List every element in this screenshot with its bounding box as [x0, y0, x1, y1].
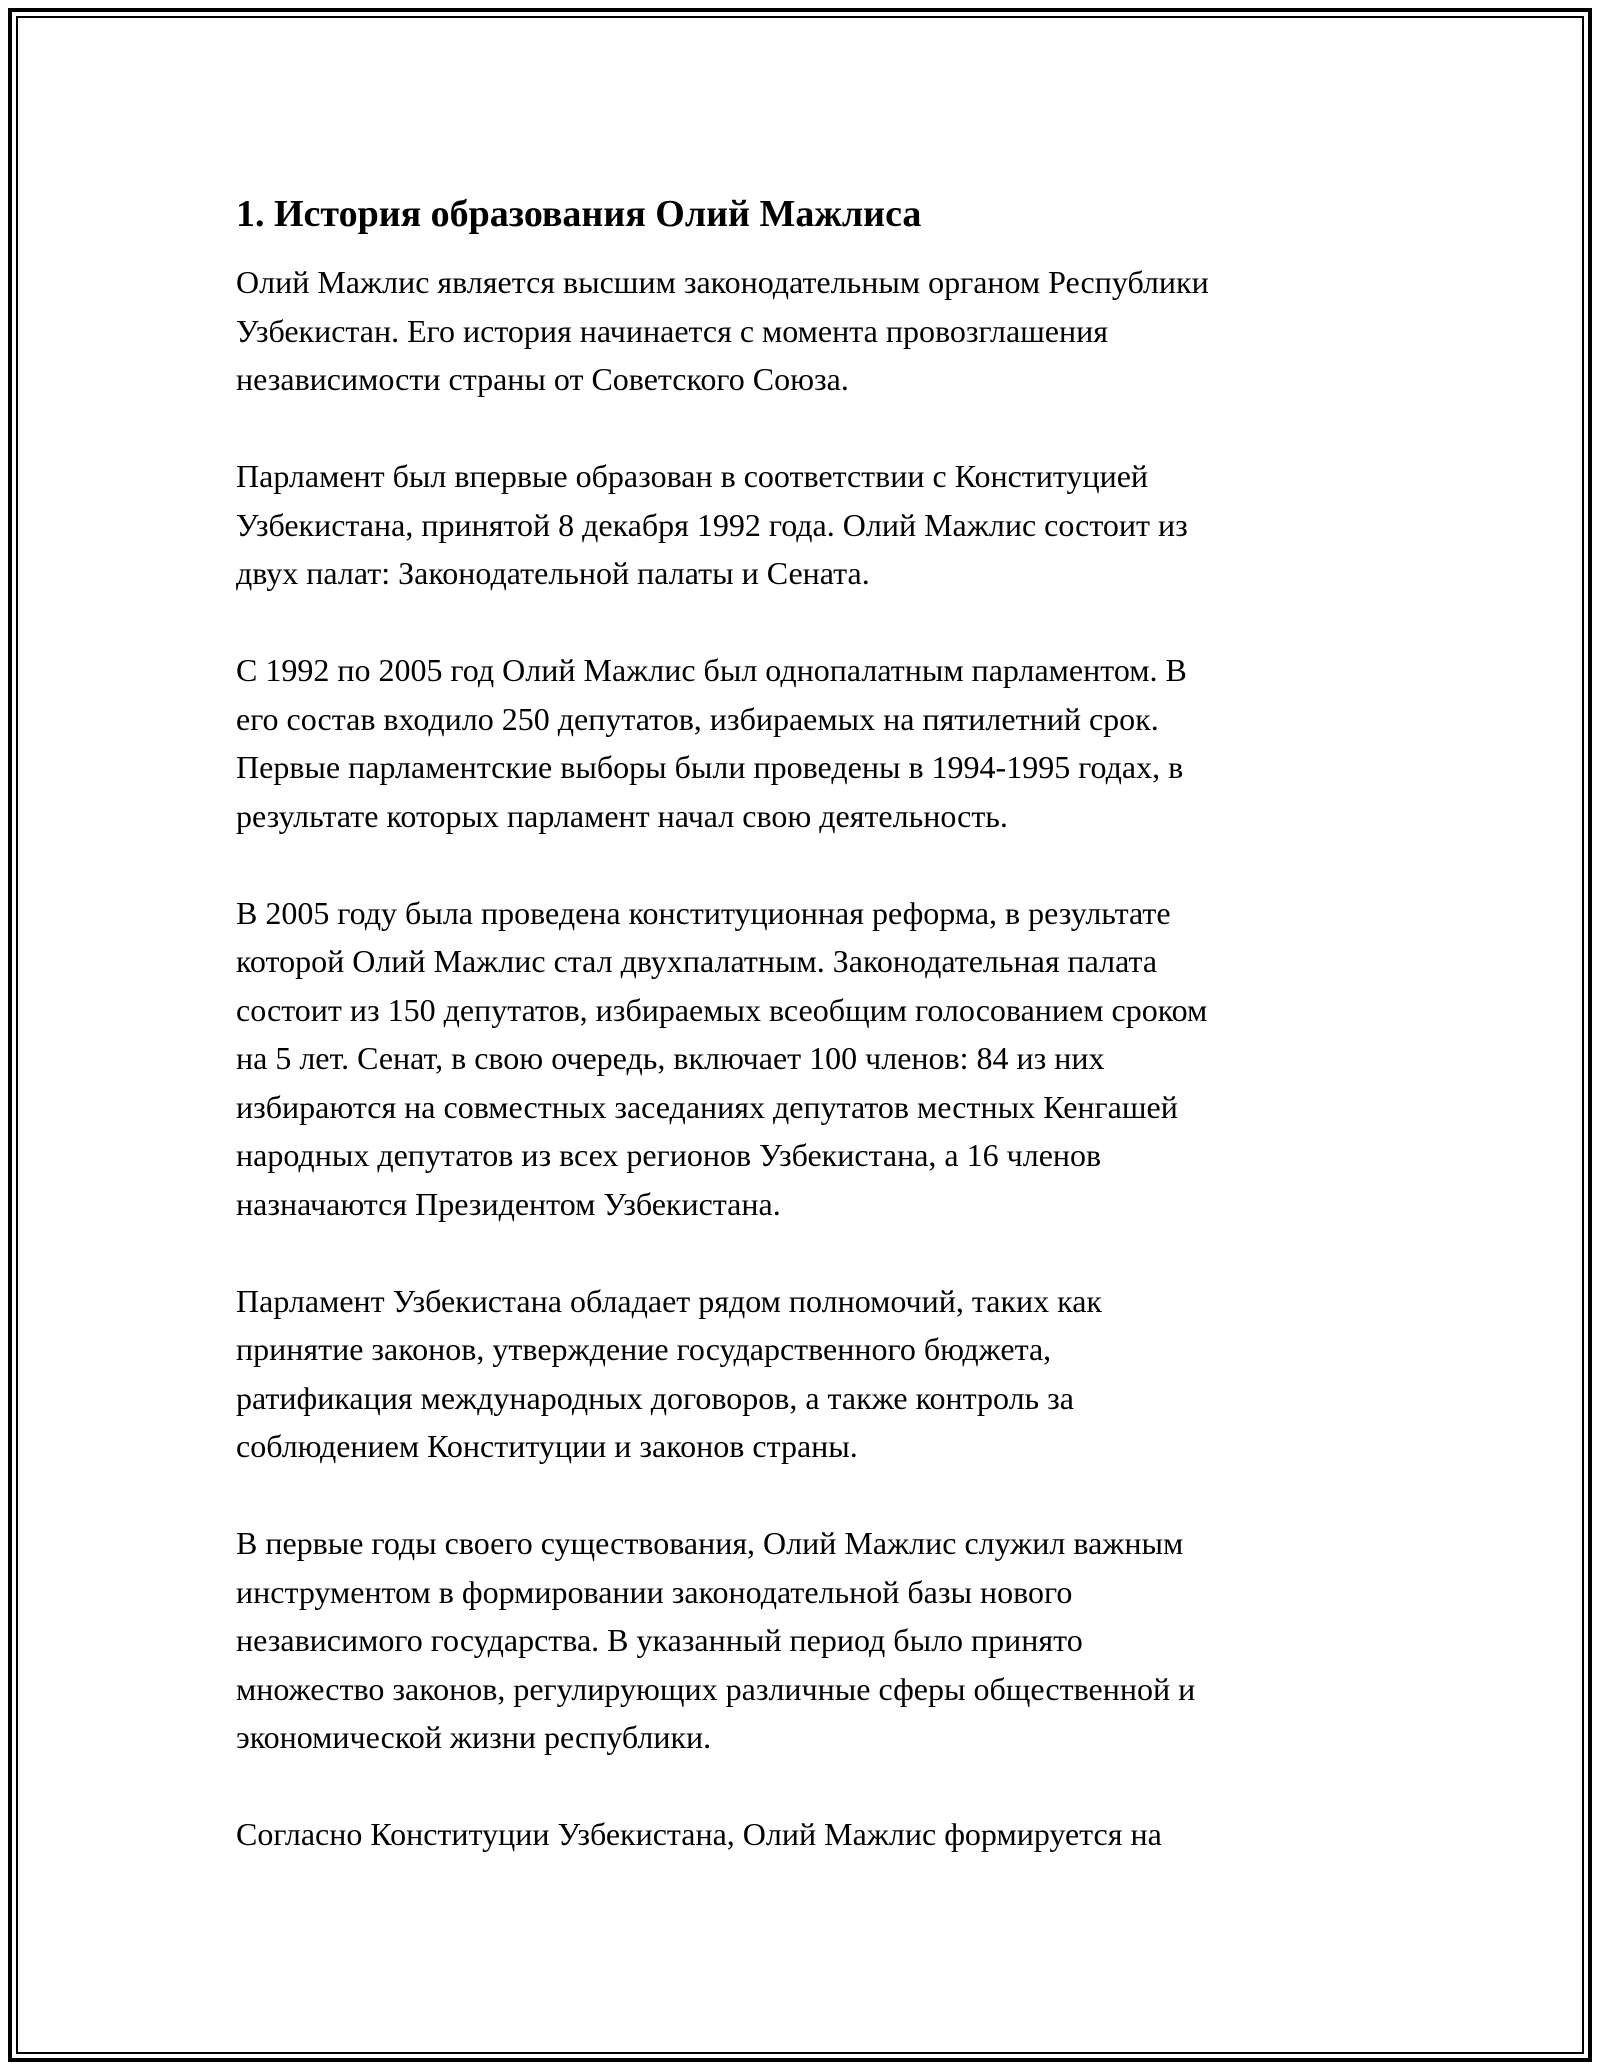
paragraph-line: народных депутатов из всех регионов Узбекистана, а 16 членов	[236, 1137, 1102, 1173]
paragraph-1	[236, 258, 1376, 404]
paragraph-line: Узбекистана, принятой 8 декабря 1992 года. Олий Мажлис состоит из	[236, 506, 1188, 543]
paragraph-line: соблюдением Конституции и законов страны.	[236, 1428, 858, 1464]
paragraph-line: его состав входило 250 депутатов, избираемых на пятилетний срок.	[236, 700, 1159, 737]
paragraph-line: Олий Мажлис является высшим законодательным органом Республики	[236, 264, 1209, 300]
paragraph-line: В первые годы своего существования, Олий Мажлис служил важным	[236, 1525, 1184, 1561]
paragraph-line: двух палат: Законодательной палаты и Сената.	[236, 555, 870, 591]
paragraph-line: экономической жизни республики.	[236, 1719, 712, 1755]
paragraph-line: состоит из 150 депутатов, избираемых всеобщим голосованием сроком	[236, 991, 1208, 1028]
paragraph-4	[236, 889, 1376, 1229]
paragraph-line: независимости страны от Советского Союза.	[236, 361, 849, 397]
document-title: 1. История образования Олий Мажлиса	[236, 193, 922, 235]
paragraph-line: Парламент был впервые образован в соответствии с Конституцией	[236, 458, 1149, 494]
paragraph-line: независимого государства. В указанный период было принято	[236, 1622, 1083, 1658]
paragraph-line: Узбекистан. Его история начинается с момента провозглашения	[236, 312, 1108, 349]
paragraph-line: ратификация международных договоров, а также контроль за	[236, 1379, 1074, 1416]
paragraph-line: Парламент Узбекистана обладает рядом полномочий, таких как	[236, 1282, 1102, 1319]
paragraph-line: В 2005 году была проведена конституционная реформа, в результате	[236, 894, 1171, 931]
paragraph-line: Согласно Конституции Узбекистана, Олий Мажлис формируется на	[236, 1816, 1162, 1852]
paragraph-2	[236, 452, 1376, 598]
paragraph-6	[236, 1519, 1376, 1762]
paragraph-line: инструментом в формировании законодательной базы нового	[236, 1573, 1073, 1610]
paragraph-line: избираются на совместных заседаниях депутатов местных Кенгашей	[236, 1088, 1178, 1125]
paragraph-line: Первые парламентские выборы были проведены в 1994-1995 годах, в	[236, 749, 1184, 785]
paragraph-line: на 5 лет. Сенат, в свою очередь, включает 100 членов: 84 из них	[236, 1040, 1105, 1076]
paragraph-7	[236, 1810, 1376, 1859]
paragraph-3	[236, 646, 1376, 840]
paragraph-5	[236, 1277, 1376, 1471]
paragraph-line: принятие законов, утверждение государственного бюджета,	[236, 1331, 1052, 1367]
paragraph-line: множество законов, регулирующих различные сферы общественной и	[236, 1670, 1196, 1707]
paragraph-line: С 1992 по 2005 год Олий Мажлис был однопалатным парламентом. В	[236, 652, 1187, 688]
document-body	[236, 190, 1376, 1907]
paragraph-line: результате которых парламент начал свою деятельность.	[236, 797, 1008, 834]
paragraph-line: назначаются Президентом Узбекистана.	[236, 1185, 781, 1222]
paragraph-line: которой Олий Мажлис стал двухпалатным. Законодательная палата	[236, 943, 1158, 979]
